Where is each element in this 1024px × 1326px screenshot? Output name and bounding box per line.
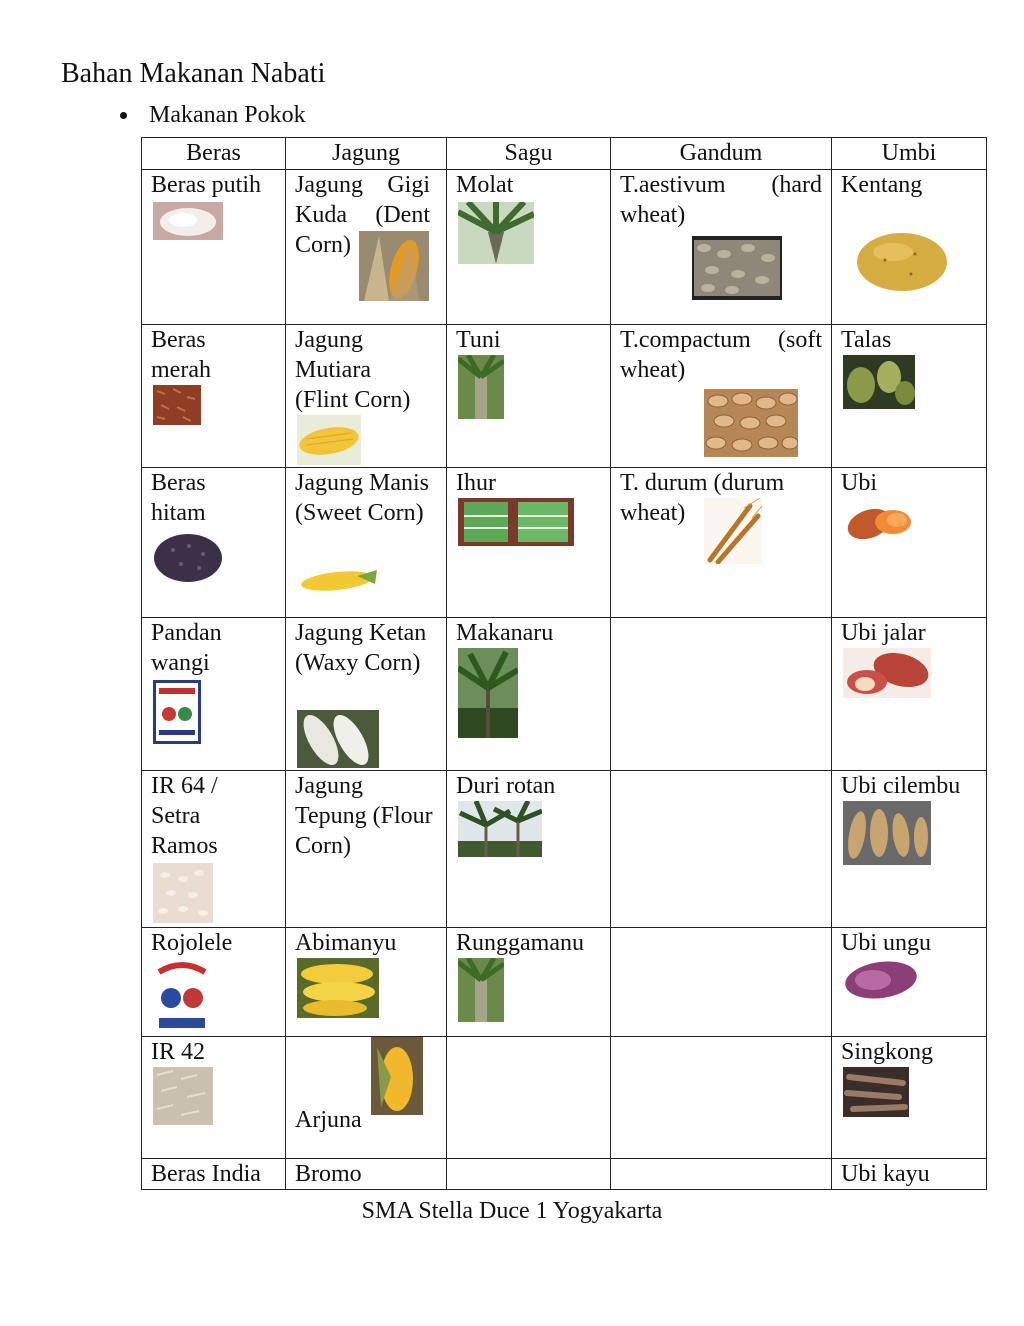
- cell-label: IR 42: [151, 1039, 205, 1065]
- cell-label: Singkong: [841, 1039, 934, 1065]
- potato-image: [855, 230, 949, 294]
- waxy-corn-image: [297, 710, 379, 768]
- table-cell: [142, 468, 286, 618]
- cell-label: Jagung Gigi Kuda (Dent Corn): [295, 172, 430, 258]
- white-rice-image: [153, 202, 223, 240]
- durum-wheat-image: [704, 498, 762, 564]
- dent-corn-image: [359, 231, 429, 301]
- cassava-image: [843, 1067, 909, 1117]
- table-cell: [447, 1159, 611, 1190]
- table-cell: [832, 928, 987, 1037]
- table-cell: [142, 1159, 286, 1190]
- column-header-sagu: Sagu: [447, 138, 611, 170]
- table-row: [142, 468, 987, 618]
- table-row: [142, 928, 987, 1037]
- bullet-icon: [120, 112, 127, 119]
- cell-label: Kentang: [841, 172, 923, 198]
- cell-label: T. durum (durum wheat): [620, 470, 785, 526]
- table-cell: [611, 771, 832, 928]
- table-cell: [142, 1037, 286, 1159]
- table-header-row: [142, 138, 987, 170]
- food-table: [141, 137, 987, 1190]
- cell-label: Ubi: [841, 470, 877, 496]
- cell-label: Pandan wangi: [151, 620, 222, 676]
- table-cell: [447, 1037, 611, 1159]
- cell-label: Jagung Tepung (Flour Corn): [295, 773, 433, 859]
- cell-label: Arjuna: [295, 1107, 362, 1133]
- cell-label: Talas: [841, 327, 892, 353]
- table-cell: [611, 1037, 832, 1159]
- section-subheading: Makanan Pokok: [149, 102, 306, 128]
- table-cell: [832, 170, 987, 325]
- black-rice-image: [153, 530, 223, 584]
- column-header-umbi: Umbi: [832, 138, 987, 170]
- cell-label: Beras putih: [151, 172, 261, 198]
- table-cell: [286, 325, 447, 468]
- table-row: [142, 325, 987, 468]
- soft-wheat-image: [704, 389, 798, 457]
- table-cell: [447, 618, 611, 771]
- table-cell: [286, 771, 447, 928]
- sweet-potato-image: [843, 498, 915, 546]
- table-cell: [447, 928, 611, 1037]
- table-cell: [832, 1037, 987, 1159]
- sago-duri-rotan-image: [458, 801, 542, 857]
- ir64-rice-image: [153, 863, 213, 923]
- ir42-rice-image: [153, 1067, 213, 1125]
- sweet-corn-image: [297, 566, 377, 596]
- table-cell: [611, 325, 832, 468]
- pandan-wangi-bag-image: [153, 680, 201, 744]
- sago-runggamanu-image: [458, 958, 504, 1022]
- table-row: [142, 771, 987, 928]
- table-cell: [286, 468, 447, 618]
- sago-tuni-image: [458, 355, 504, 419]
- table-cell: [832, 1159, 987, 1190]
- cell-label: IR 64 / Setra Ramos: [151, 773, 218, 859]
- table-cell: [611, 1159, 832, 1190]
- abimanyu-corn-image: [297, 958, 379, 1018]
- arjuna-corn-image: [371, 1037, 423, 1115]
- cell-label: Jagung Mutiara (Flint Corn): [295, 327, 411, 413]
- table-cell: [286, 1037, 447, 1159]
- cell-label: Duri rotan: [456, 773, 556, 799]
- rojolele-bag-image: [153, 958, 211, 1034]
- column-header-jagung: Jagung: [286, 138, 447, 170]
- table-cell: [142, 618, 286, 771]
- cell-label: Jagung Manis (Sweet Corn): [295, 470, 429, 526]
- cell-label: Ubi kayu: [841, 1161, 930, 1187]
- table-cell: [611, 928, 832, 1037]
- footer-text: SMA Stella Duce 1 Yogyakarta: [361, 1198, 663, 1224]
- table-cell: [286, 928, 447, 1037]
- ubi-cilembu-image: [843, 801, 931, 865]
- table-cell: [142, 928, 286, 1037]
- ubi-jalar-image: [843, 648, 931, 698]
- cell-label: T.aestivum (hard wheat): [620, 172, 822, 228]
- sago-makanaru-image: [458, 648, 518, 738]
- table-cell: [832, 325, 987, 468]
- cell-label: Beras hitam: [151, 470, 206, 526]
- table-cell: [832, 771, 987, 928]
- table-cell: [447, 771, 611, 928]
- table-cell: [286, 170, 447, 325]
- cell-label: Ubi jalar: [841, 620, 926, 646]
- taro-image: [843, 355, 915, 409]
- hard-wheat-image: [692, 236, 782, 300]
- table-cell: [142, 771, 286, 928]
- cell-label: Ubi ungu: [841, 930, 931, 956]
- cell-label: Ubi cilembu: [841, 773, 961, 799]
- cell-label: Bromo: [295, 1161, 362, 1187]
- table-cell: [832, 468, 987, 618]
- table-row: [142, 170, 987, 325]
- cell-label: Tuni: [456, 327, 501, 353]
- table-cell: [286, 1159, 447, 1190]
- cell-label: Ihur: [456, 470, 496, 496]
- flint-corn-image: [297, 415, 361, 465]
- table-cell: [447, 325, 611, 468]
- cell-label: Jagung Ketan (Waxy Corn): [295, 620, 427, 676]
- table-row: [142, 1159, 987, 1190]
- cell-label: Runggamanu: [456, 930, 584, 956]
- cell-label: Rojolele: [151, 930, 233, 956]
- column-header-gandum: Gandum: [611, 138, 832, 170]
- sago-palm-image: [458, 202, 534, 264]
- column-header-beras: Beras: [142, 138, 286, 170]
- sago-ihur-image: [458, 498, 574, 546]
- table-cell: [611, 618, 832, 771]
- section-bullet: [120, 102, 306, 129]
- cell-label: Molat: [456, 172, 514, 198]
- cell-label: T.compactum (soft wheat): [620, 327, 822, 383]
- cell-label: Beras merah: [151, 327, 211, 383]
- red-rice-image: [153, 385, 201, 425]
- page-title: Bahan Makanan Nabati: [61, 58, 326, 89]
- table-cell: [142, 170, 286, 325]
- table-cell: [447, 170, 611, 325]
- cell-label: Beras India: [151, 1161, 261, 1187]
- cell-label: Abimanyu: [295, 930, 397, 956]
- table-cell: [447, 468, 611, 618]
- table-row: [142, 1037, 987, 1159]
- table-row: [142, 618, 987, 771]
- table-cell: [142, 325, 286, 468]
- page-footer: [0, 1198, 1024, 1225]
- ubi-ungu-image: [843, 958, 919, 1002]
- table-cell: [611, 468, 832, 618]
- cell-label: Makanaru: [456, 620, 554, 646]
- table-cell: [832, 618, 987, 771]
- table-cell: [611, 170, 832, 325]
- table-cell: [286, 618, 447, 771]
